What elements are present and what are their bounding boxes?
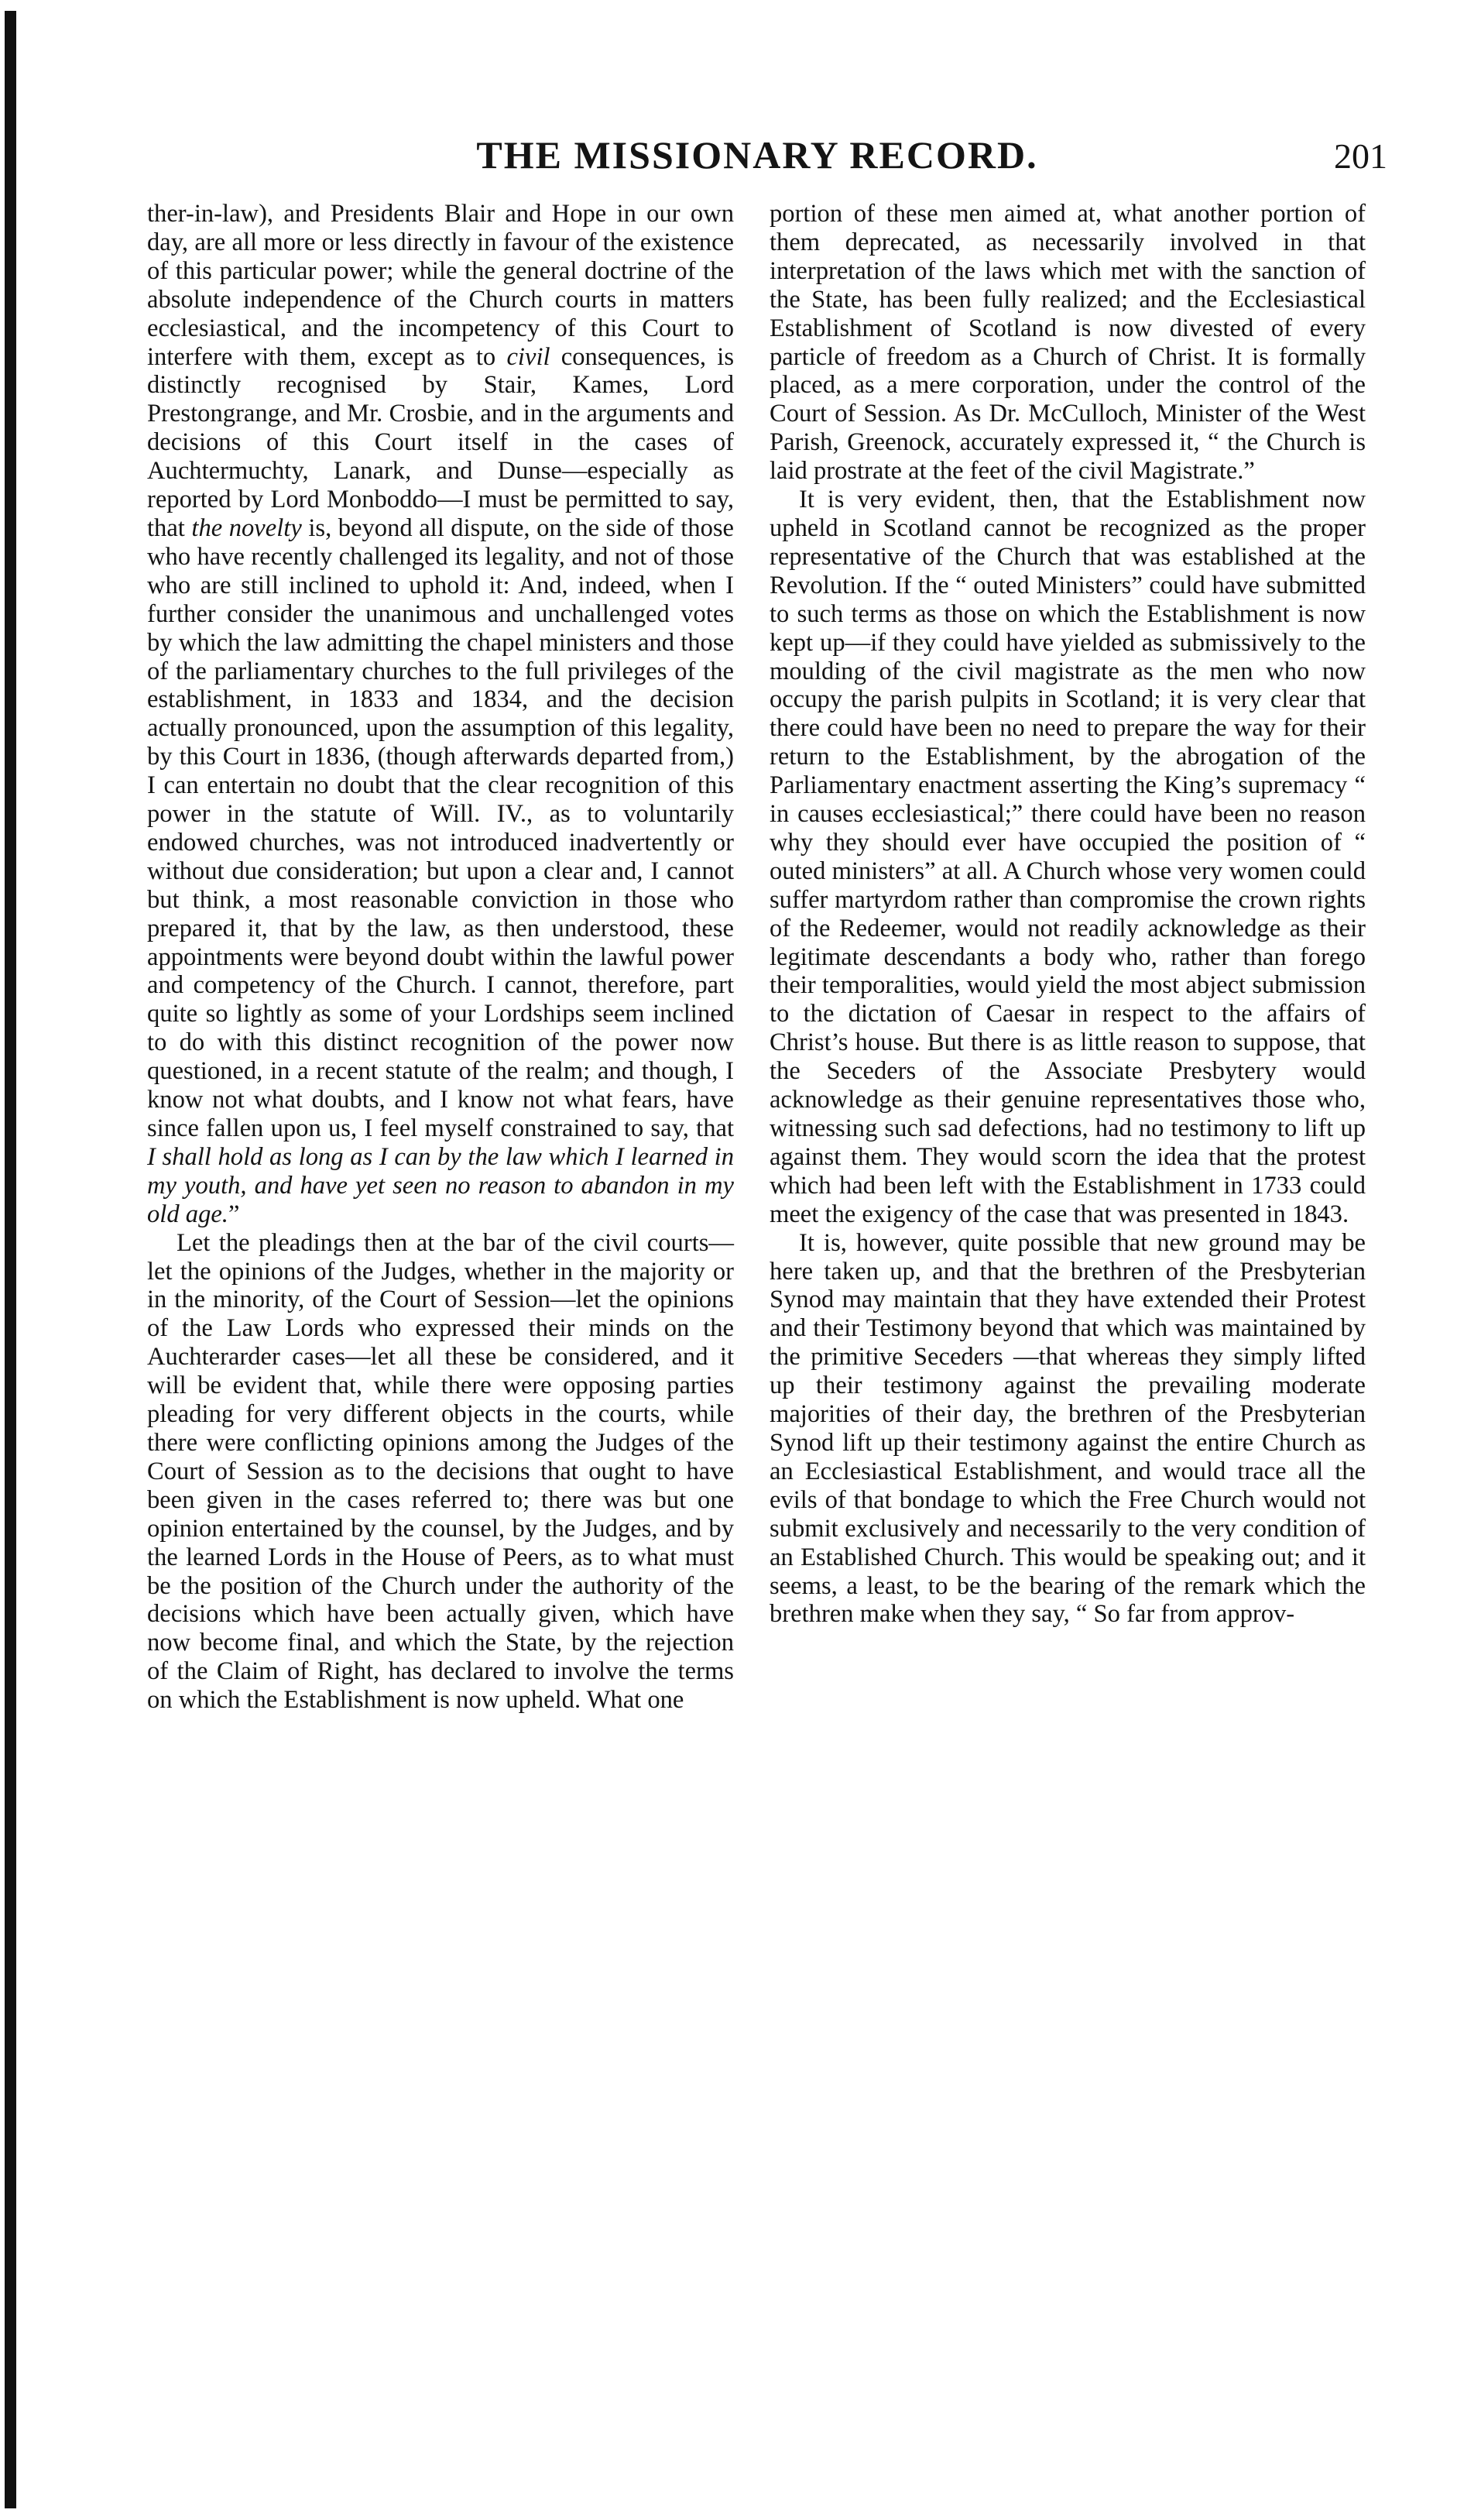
left-column — [147, 200, 734, 1715]
running-title: THE MISSIONARY RECORD. — [476, 133, 1038, 177]
right-paragraph-2: It is very evident, then, that the Establishment now upheld in Scotland cannot be recognized as the proper representative of the Church that was established at the Revolution. If the “ outed Ministers” could have submitted to such terms as those on which the Establishment is now kept up—if they could have yielded as submissively to the moulding of the civil magistrate as the men who now occupy the parish pulpits in Scotland; it is very clear that there could have been no need to prepare the way for their return to the Establishment, by the abrogation of the Parliamentary enactment asserting the King’s supremacy “ in causes ecclesiastical;” there could have been no reason why they should ever have occupied the position of “ outed ministers” at all. A Church whose very women could suffer martyrdom rather than compromise the crown rights of the Redeemer, would not readily acknowledge as their legitimate descendants a body who, rather than forego their temporalities, would yield the most abject submission to the dictation of Caesar in respect to the affairs of Christ’s house. But there is as little reason to suppose, that the Seceders of the Associate Presbytery would acknowledge as their genuine representatives those who, witnessing such sad defections, had no testimony to lift up against them. They would scorn the idea that the protest which had been left with the Establishment in 1733 could meet the exigency of the case that was presented in 1843. — [770, 486, 1366, 1228]
left-p1-text-a: ther-in-law), and Presidents Blair and Hope in our own day, are all more or less directly in favour of the existence of this particular power; while the general doctrine of the absolute independence of the Church courts in matters ecclesiastical, and the incompetency of this Court to interfere with them, except as to — [147, 200, 734, 371]
left-paragraph-2: Let the pleadings then at the bar of the civil courts—let the opinions of the Judges, whether in the majority or in the minority, of the Court of Session—let the opinions of the Law Lords who expressed their minds on the Auchterarder cases—let all these be considered, and it will be evident that, while there were opposing parties pleading for very different objects in the courts, while there were conflicting opinions among the Judges of the Court of Session as to the decisions that ought to have been given in the cases referred to; there was but one opinion entertained by the counsel, by the Judges, and by the learned Lords in the House of Peers, as to what must be the position of the Church under the authority of the decisions which have been actually given, which have now become final, and which the State, by the rejection of the Claim of Right, has declared to involve the terms on which the Establishment is now upheld. What one — [147, 1228, 734, 1715]
right-column — [770, 200, 1366, 1629]
left-paragraph-1 — [147, 200, 734, 1229]
left-p1-italic-quote: I shall hold as long as I can by the law which I learned in my youth, and have yet seen no reason to abandon in my old age. — [147, 1142, 734, 1228]
left-p1-closing-quote: ” — [228, 1200, 240, 1228]
page-number: 201 — [1334, 136, 1387, 176]
left-p1-italic-novelty: the novelty — [191, 513, 302, 542]
left-p1-text-c: is, beyond all dispute, on the side of those who have recently challenged its legality, and not of those who are still inclined to uphold it: And, indeed, when I further consider the unanimous and unchallenged votes by which the law admitting the chapel ministers and those of the parliamentary churches to the full privileges of the establishment, in 1833 and 1834, and the decision actually pronounced, upon the assumption of this legality, by this Court in 1836, (though afterwards departed from,) I can entertain no doubt that the clear recognition of this power in the statute of Will. IV., as to voluntarily endowed churches, was not introduced inadvertently or without due consideration; but upon a clear and, I cannot but think, a most reasonable conviction in those who prepared it, that by the law, as then understood, these appointments were beyond doubt within the lawful power and competency of the Church. I cannot, therefore, part quite so lightly as some of your Lordships seem inclined to do with this distinct recognition of the power now questioned, in a recent statute of the realm; and though, I know not what doubts, and I know not what fears, have since fallen upon us, I feel myself constrained to say, that — [147, 513, 734, 1142]
page-header — [0, 130, 1481, 184]
right-paragraph-1: portion of these men aimed at, what another portion of them deprecated, as necessarily involved in that interpretation of the laws which met with the sanction of the State, has been fully realized; and the Ecclesiastical Establishment of Scotland is now divested of every particle of freedom as a Church of Christ. It is formally placed, as a mere corporation, under the control of the Court of Session. As Dr. McCulloch, Minister of the West Parish, Greenock, accurately expressed it, “ the Church is laid prostrate at the feet of the civil Magistrate.” — [770, 200, 1366, 486]
right-paragraph-3: It is, however, quite possible that new ground may be here taken up, and that the brethren of the Presbyterian Synod may maintain that they have extended their Protest and their Testimony beyond that which was maintained by the primitive Seceders —that whereas they simply lifted up their testimony against the prevailing moderate majorities of their day, the brethren of the Presbyterian Synod lift up their testimony against the entire Church as an Ecclesiastical Establishment, and would trace all the evils of that bondage to which the Free Church would not submit exclusively and necessarily to the very condition of an Established Church. This would be speaking out; and it seems, a least, to be the bearing of the remark which the brethren make when they say, “ So far from approv- — [770, 1228, 1366, 1629]
left-p1-italic-civil: civil — [506, 342, 550, 371]
left-p1-text-b: consequences, is distinctly recognised by Stair, Kames, Lord Prestongrange, and Mr. Crosbie, and in the arguments and decisions of this Court itself in the cases of Auchtermuchty, Lanark, and Dunse—especially as reported by Lord Monboddo—I must be permitted to say, that — [147, 342, 735, 542]
binding-edge-rule — [5, 11, 16, 2508]
